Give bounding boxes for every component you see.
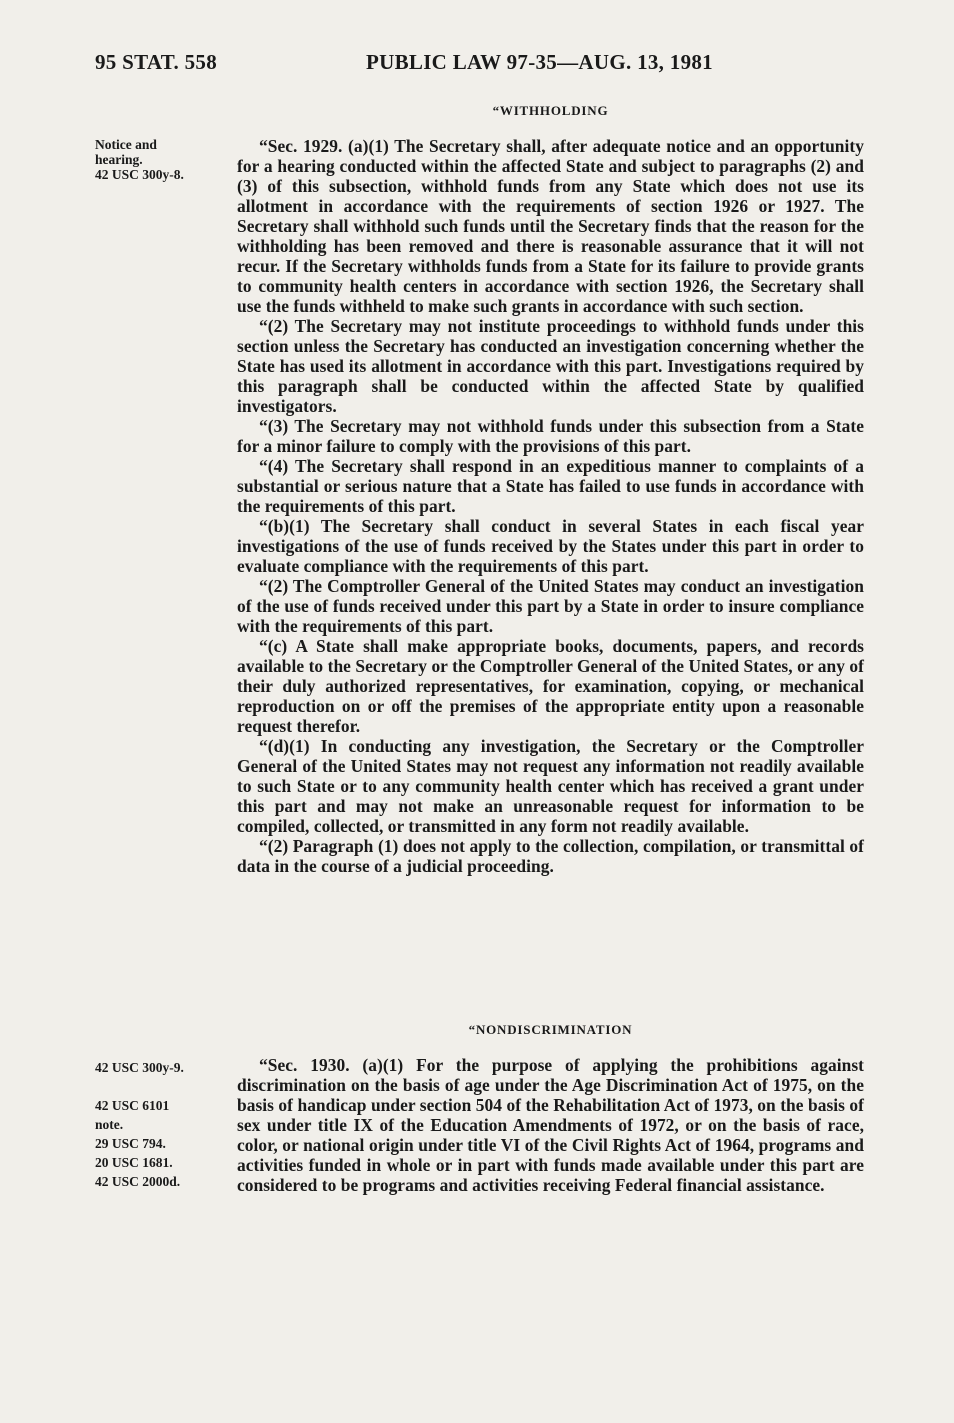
margin-note: 29 USC 794. xyxy=(95,1136,166,1151)
statute-page-reference: 95 STAT. 558 xyxy=(95,50,218,74)
section-heading-nondiscrimination: “NONDISCRIMINATION xyxy=(468,1022,633,1037)
margin-note: 42 USC 6101 xyxy=(95,1098,170,1113)
paragraph: “(3) The Secretary may not withhold funds under this subsection from a State for a minor failure to comply with the provisions of this part. xyxy=(237,416,864,456)
margin-notes-withholding xyxy=(95,137,225,182)
paragraph: “(b)(1) The Secretary shall conduct in several States in each fiscal year investigations of the use of funds received by the States under this part in order to evaluate compliance with the requirements of this part. xyxy=(237,516,864,576)
margin-spacer xyxy=(95,1077,225,1096)
paragraph: “(4) The Secretary shall respond in an expeditious manner to complaints of a substantial or serious nature that a State has failed to use funds in accordance with the requirements of this part. xyxy=(237,456,864,516)
section-heading-withholding: “WITHHOLDING xyxy=(492,103,609,118)
margin-note: 42 USC 2000d. xyxy=(95,1174,181,1189)
margin-note: hearing. xyxy=(95,152,143,167)
paragraph: “(2) Paragraph (1) does not apply to the collection, compilation, or transmittal of data in the course of a judicial proceeding. xyxy=(237,836,864,876)
margin-note: 20 USC 1681. xyxy=(95,1155,173,1170)
paragraph: “Sec. 1929. (a)(1) The Secretary shall, after adequate notice and an opportunity for a hearing conducted within the affected State and subject to paragraphs (2) and (3) of this subsection, withhold funds from any State which does not use its allotment in accordance with the requirements of section 1926 or 1927. The Secretary shall withhold such funds until the Secretary finds that the reason for the withholding has been removed and there is reasonable assurance that it will not recur. If the Secretary withholds funds from a State for its failure to provide grants to community health centers in accordance with section 1926, the Secretary shall use the funds withheld to make such grants in accordance with such section. xyxy=(237,136,864,316)
paragraph: “(2) The Secretary may not institute proceedings to withhold funds under this section unless the Secretary has conducted an investigation concerning whether the State has used its allotment in accordance with this part. Investigations required by this paragraph shall be conducted within the affected State by qualified investigators. xyxy=(237,316,864,416)
paragraph: “(c) A State shall make appropriate books, documents, papers, and records available to the Secretary or the Comptroller General of the United States, or any of their duly authorized representatives, for examination, copying, or mechanical reproduction on or off the premises of the appropriate entity upon a reasonable request therefor. xyxy=(237,636,864,736)
section-body-withholding xyxy=(237,136,864,876)
paragraph: “Sec. 1930. (a)(1) For the purpose of applying the prohibitions against discrimination on the basis of age under the Age Discrimination Act of 1975, on the basis of handicap under section 504 of the Rehabilitation Act of 1973, on the basis of sex under title IX of the Education Amendments of 1972, or on the basis of race, color, or national origin under title VI of the Civil Rights Act of 1964, programs and activities funded in whole or in part with funds made available under this part are considered to be programs and activities receiving Federal financial assistance. xyxy=(237,1055,864,1195)
section-body-nondiscrimination xyxy=(237,1055,864,1195)
margin-notes-nondiscrimination xyxy=(95,1058,225,1191)
margin-note: 42 USC 300y-9. xyxy=(95,1060,184,1075)
margin-note: Notice and xyxy=(95,137,157,152)
paragraph: “(d)(1) In conducting any investigation, the Secretary or the Comptroller General of the United States may not request any information not readily available to such State or to any community health center which has received a grant under this part and may not make an unreasonable request for information to be compiled, collected, or transmitted in any form not readily available. xyxy=(237,736,864,836)
paragraph: “(2) The Comptroller General of the United States may conduct an investigation of the use of funds received under this part by a State in order to insure compliance with the requirements of this part. xyxy=(237,576,864,636)
margin-note: note. xyxy=(95,1117,124,1132)
margin-note: 42 USC 300y-8. xyxy=(95,167,184,182)
law-title: PUBLIC LAW 97-35—AUG. 13, 1981 xyxy=(366,50,713,74)
